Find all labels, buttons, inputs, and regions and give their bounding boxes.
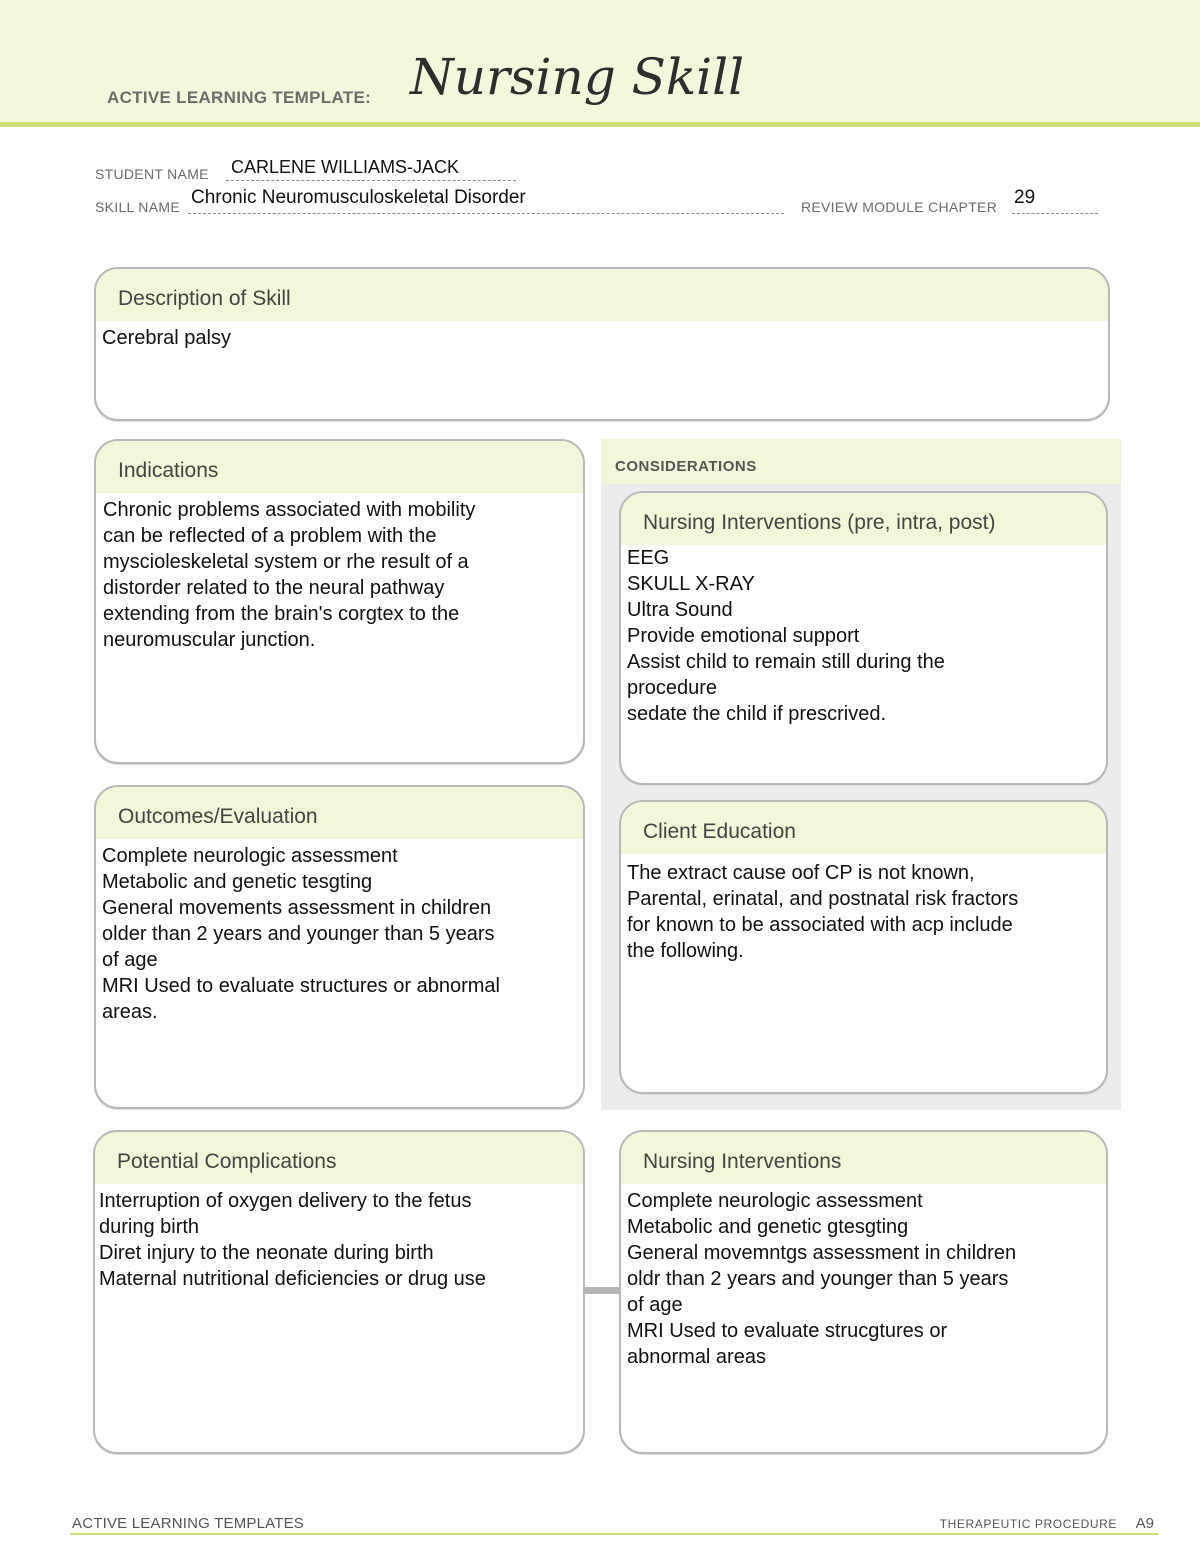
- client-education-box: [619, 800, 1108, 1094]
- text-line: Parental, erinatal, and postnatal risk fractors: [627, 888, 1019, 910]
- text-line: older than 2 years and younger than 5 years: [102, 923, 495, 945]
- nursing-interventions-pip-box: [619, 491, 1108, 785]
- text-line: Complete neurologic assessment: [102, 845, 398, 867]
- indications-box: [94, 439, 585, 764]
- text-line: abnormal areas: [627, 1346, 766, 1368]
- text-line: Complete neurologic assessment: [627, 1190, 923, 1212]
- text-line: myscioleskeletal system or rhe result of a: [103, 551, 469, 573]
- page-title: Nursing Skill: [410, 48, 745, 106]
- description-box: [94, 267, 1110, 421]
- text-line: can be reflected of a problem with the: [103, 525, 437, 547]
- text-line: during birth: [99, 1216, 200, 1238]
- text-line: Ultra Sound: [627, 599, 733, 621]
- text-line: General movements assessment in children: [102, 897, 492, 919]
- chapter-underline: [1012, 213, 1098, 214]
- text-line: the following.: [627, 940, 744, 962]
- text-line: neuromuscular junction.: [103, 629, 316, 651]
- considerations-heading: CONSIDERATIONS: [601, 439, 1121, 484]
- nursing-interventions-box: [619, 1130, 1108, 1454]
- outcomes-heading: Outcomes/Evaluation: [96, 787, 583, 839]
- student-name-underline: [226, 180, 516, 181]
- footer-rule: [70, 1533, 1158, 1535]
- text-line: areas.: [102, 1001, 158, 1023]
- box-connector: [583, 1287, 620, 1294]
- client-education-content[interactable]: [621, 854, 1106, 964]
- outcomes-box: [94, 785, 585, 1109]
- text-line: MRI Used to evaluate structures or abnormal: [102, 975, 500, 997]
- nursing-interventions-content[interactable]: [621, 1184, 1106, 1370]
- potential-complications-content[interactable]: [95, 1184, 583, 1292]
- text-line: extending from the brain's corgtex to the: [103, 603, 460, 625]
- text-line: for known to be associated with acp include: [627, 914, 1013, 936]
- text-line: oldr than 2 years and younger than 5 years: [627, 1268, 1009, 1290]
- text-line: of age: [627, 1294, 683, 1316]
- skill-name-field[interactable]: Chronic Neuromusculoskeletal Disorder: [191, 187, 526, 208]
- student-name-label: STUDENT NAME: [95, 166, 209, 182]
- text-line: Diret injury to the neonate during birth: [99, 1242, 434, 1264]
- template-label: ACTIVE LEARNING TEMPLATE:: [107, 88, 372, 107]
- chapter-field[interactable]: 29: [1014, 187, 1036, 208]
- nursing-interventions-pip-content[interactable]: [621, 545, 1106, 727]
- skill-name-label: SKILL NAME: [95, 199, 180, 215]
- potential-complications-heading: Potential Complications: [95, 1132, 583, 1184]
- text-line: MRI Used to evaluate strucgtures or: [627, 1320, 948, 1342]
- text-line: The extract cause oof CP is not known,: [627, 862, 975, 884]
- text-line: procedure: [627, 677, 718, 699]
- text-line: EEG: [627, 547, 670, 569]
- footer-left-label: ACTIVE LEARNING TEMPLATES: [72, 1515, 304, 1532]
- client-education-heading: Client Education: [621, 802, 1106, 854]
- chapter-label: REVIEW MODULE CHAPTER: [801, 199, 998, 215]
- text-line: Metabolic and genetic tesgting: [102, 871, 373, 893]
- description-heading: Description of Skill: [96, 269, 1108, 321]
- skill-name-underline: [188, 213, 784, 214]
- text-line: Interruption of oxygen delivery to the fetus: [99, 1190, 472, 1212]
- potential-complications-box: [93, 1130, 585, 1454]
- text-line: Chronic problems associated with mobility: [103, 499, 476, 521]
- text-line: sedate the child if prescrived.: [627, 703, 887, 725]
- footer-right-label: THERAPEUTIC PROCEDURE: [939, 1517, 1117, 1531]
- student-name-field[interactable]: CARLENE WILLIAMS-JACK: [231, 157, 460, 177]
- page-number: A9: [1135, 1515, 1154, 1532]
- nursing-interventions-heading: Nursing Interventions: [621, 1132, 1106, 1184]
- text-line: General movemntgs assessment in children: [627, 1242, 1017, 1264]
- text-line: Assist child to remain still during the: [627, 651, 945, 673]
- indications-heading: Indications: [96, 441, 583, 493]
- text-line: Provide emotional support: [627, 625, 860, 647]
- nursing-interventions-pip-heading: Nursing Interventions (pre, intra, post): [621, 493, 1106, 545]
- text-line: of age: [102, 949, 158, 971]
- indications-content[interactable]: [96, 493, 583, 653]
- text-line: Maternal nutritional deficiencies or drug use: [99, 1268, 486, 1290]
- text-line: SKULL X-RAY: [627, 573, 755, 595]
- outcomes-content[interactable]: [96, 839, 583, 1025]
- text-line: Metabolic and genetic gtesgting: [627, 1216, 909, 1238]
- text-line: distorder related to the neural pathway: [103, 577, 445, 599]
- text-line: Cerebral palsy: [102, 327, 231, 349]
- header-banner: [0, 0, 1200, 127]
- description-content[interactable]: [96, 321, 1108, 351]
